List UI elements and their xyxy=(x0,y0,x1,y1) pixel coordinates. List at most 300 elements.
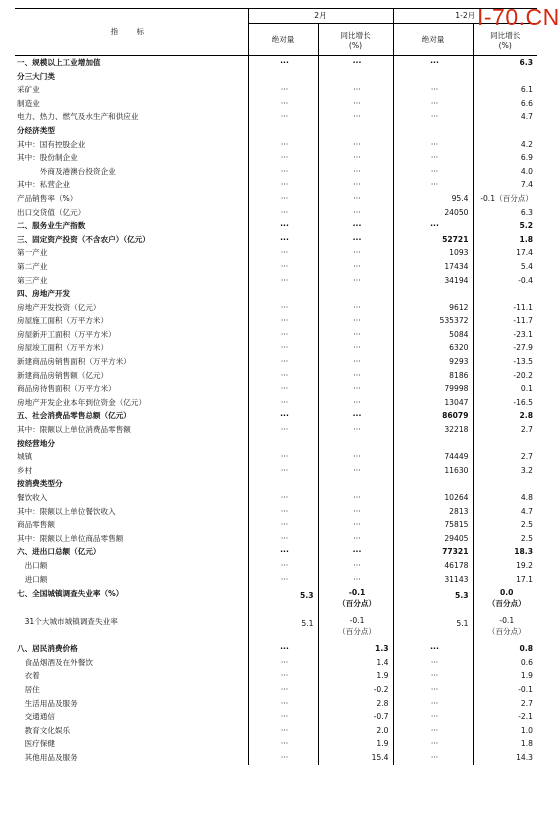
feb-absolute-value: ··· xyxy=(248,669,318,683)
row-label: 分三大门类 xyxy=(17,71,55,81)
row-label: 衣着 xyxy=(17,671,40,681)
feb-yoy-value: ··· xyxy=(318,165,393,179)
table-row xyxy=(15,287,537,301)
janfeb-absolute-value: 9612 xyxy=(393,301,473,315)
janfeb-absolute-value: 5084 xyxy=(393,328,473,342)
table-row xyxy=(15,423,537,437)
janfeb-yoy-value: 4.0 xyxy=(473,165,537,179)
feb-absolute-value: ··· xyxy=(248,260,318,274)
row-label: 电力、热力、燃气及水生产和供应业 xyxy=(17,112,139,122)
janfeb-yoy-value: -0.4 xyxy=(473,274,537,288)
feb-absolute-value: ··· xyxy=(248,56,318,70)
row-label: 按经营地分 xyxy=(17,438,55,448)
janfeb-yoy-value xyxy=(473,477,537,491)
janfeb-absolute-value: 95.4 xyxy=(393,192,473,206)
feb-yoy-value: ··· xyxy=(318,450,393,464)
janfeb-absolute-value: 17434 xyxy=(393,260,473,274)
feb-yoy-value: ··· xyxy=(318,559,393,573)
janfeb-yoy-value: 2.8 xyxy=(473,409,537,423)
feb-yoy-value: ··· xyxy=(318,464,393,478)
janfeb-yoy-value: 0.8 xyxy=(473,642,537,656)
janfeb-yoy-value: -20.2 xyxy=(473,369,537,383)
janfeb-absolute-value: 34194 xyxy=(393,274,473,288)
feb-absolute-value: ··· xyxy=(248,355,318,369)
feb-absolute-value: ··· xyxy=(248,151,318,165)
feb-absolute-value: ··· xyxy=(248,165,318,179)
table-row xyxy=(15,328,537,342)
table-row xyxy=(15,246,537,260)
table-header xyxy=(15,9,537,56)
feb-absolute-value: ··· xyxy=(248,642,318,656)
feb-absolute-value xyxy=(248,124,318,138)
table-row xyxy=(15,56,537,70)
feb-yoy-value: 1.9 xyxy=(318,737,393,751)
table-row xyxy=(15,697,537,711)
feb-group-header: 2月 xyxy=(248,9,393,24)
feb-absolute-value: ··· xyxy=(248,206,318,220)
row-label: 居住 xyxy=(17,684,40,694)
feb-absolute-value: ··· xyxy=(248,110,318,124)
feb-absolute-value: ··· xyxy=(248,505,318,519)
janfeb-yoy-value: 4.8 xyxy=(473,491,537,505)
feb-yoy-value: ··· xyxy=(318,110,393,124)
row-label: 外商及港澳台投资企业 xyxy=(17,166,116,176)
table-row xyxy=(15,355,537,369)
feb-absolute-value: ··· xyxy=(248,559,318,573)
feb-absolute-value: ··· xyxy=(248,369,318,383)
table-row xyxy=(15,518,537,532)
table-row xyxy=(15,683,537,697)
row-label: 制造业 xyxy=(17,98,40,108)
row-label: 第三产业 xyxy=(17,275,48,285)
row-label: 四、房地产开发 xyxy=(17,289,71,299)
feb-yoy-value: 1.4 xyxy=(318,656,393,670)
janfeb-absolute-value: ··· xyxy=(393,697,473,711)
row-label: 五、社会消费品零售总额（亿元） xyxy=(17,411,131,421)
feb-yoy-value: 1.3 xyxy=(318,642,393,656)
table-row xyxy=(15,110,537,124)
janfeb-yoy-value: 4.7 xyxy=(473,505,537,519)
table-row xyxy=(15,586,537,614)
feb-absolute-value: ··· xyxy=(248,396,318,410)
table-row xyxy=(15,737,537,751)
feb-yoy-value: ··· xyxy=(318,382,393,396)
row-label: 生活用品及服务 xyxy=(17,698,78,708)
janfeb-yoy-header: 同比增长 (%) xyxy=(473,24,537,56)
janfeb-absolute-value: 31143 xyxy=(393,573,473,587)
janfeb-absolute-value: 2813 xyxy=(393,505,473,519)
row-label: 新建商品房销售面积（万平方米） xyxy=(17,357,131,367)
janfeb-absolute-value: 32218 xyxy=(393,423,473,437)
table-row xyxy=(15,409,537,423)
janfeb-absolute-value: ··· xyxy=(393,710,473,724)
janfeb-absolute-value: 535372 xyxy=(393,314,473,328)
janfeb-yoy-value: 18.3 xyxy=(473,545,537,559)
janfeb-yoy-value: 1.8 xyxy=(473,737,537,751)
row-label: 房屋施工面积（万平方米） xyxy=(17,316,109,326)
feb-yoy-value xyxy=(318,287,393,301)
janfeb-yoy-value: 17.1 xyxy=(473,573,537,587)
row-label: 七、全国城镇调查失业率（%） xyxy=(17,589,124,599)
janfeb-absolute-value: 46178 xyxy=(393,559,473,573)
janfeb-yoy-value: 6.6 xyxy=(473,97,537,111)
janfeb-yoy-value: 5.4 xyxy=(473,260,537,274)
feb-absolute-value: ··· xyxy=(248,683,318,697)
row-label: 教育文化娱乐 xyxy=(17,725,71,735)
table-body xyxy=(15,56,537,765)
row-label: 食品烟酒及在外餐饮 xyxy=(17,657,93,667)
row-label: 乡村 xyxy=(17,465,33,475)
row-label: 第一产业 xyxy=(17,248,48,258)
feb-yoy-value: ··· xyxy=(318,301,393,315)
table-row xyxy=(15,437,537,451)
feb-absolute-value: ··· xyxy=(248,246,318,260)
table-row xyxy=(15,274,537,288)
janfeb-absolute-value xyxy=(393,124,473,138)
feb-abs-header: 绝对量 xyxy=(248,24,318,56)
indicator-header: 指 标 xyxy=(110,27,153,36)
janfeb-absolute-value: ··· xyxy=(393,683,473,697)
janfeb-absolute-value: 11630 xyxy=(393,464,473,478)
feb-yoy-value: ··· xyxy=(318,396,393,410)
site-watermark: I-70.CN xyxy=(477,4,560,30)
feb-absolute-value xyxy=(248,287,318,301)
table-row xyxy=(15,219,537,233)
janfeb-yoy-value: 4.7 xyxy=(473,110,537,124)
feb-yoy-value: ··· xyxy=(318,545,393,559)
feb-yoy-value: -0.7 xyxy=(318,710,393,724)
feb-yoy-value: ··· xyxy=(318,355,393,369)
feb-yoy-value: ··· xyxy=(318,314,393,328)
table-row xyxy=(15,477,537,491)
row-label: 其中：限额以上单位消费品零售额 xyxy=(17,425,131,435)
janfeb-absolute-value: 5.3 xyxy=(393,586,473,614)
feb-absolute-value: ··· xyxy=(248,737,318,751)
feb-absolute-value: ··· xyxy=(248,518,318,532)
janfeb-absolute-value: 74449 xyxy=(393,450,473,464)
janfeb-yoy-value: 0.0 （百分点） xyxy=(473,586,537,614)
janfeb-absolute-value: ··· xyxy=(393,178,473,192)
row-label: 其中：私营企业 xyxy=(17,180,71,190)
row-label: 商品房待售面积（万平方米） xyxy=(17,384,116,394)
feb-absolute-value: ··· xyxy=(248,178,318,192)
row-label: 房屋竣工面积（万平方米） xyxy=(17,343,109,353)
feb-absolute-value: ··· xyxy=(248,138,318,152)
feb-absolute-value: ··· xyxy=(248,491,318,505)
table-row xyxy=(15,724,537,738)
janfeb-yoy-value: -27.9 xyxy=(473,341,537,355)
row-label: 出口交货值（亿元） xyxy=(17,207,86,217)
janfeb-yoy-value: 2.7 xyxy=(473,697,537,711)
table-row xyxy=(15,165,537,179)
janfeb-yoy-value: 14.3 xyxy=(473,751,537,765)
table-row xyxy=(15,614,537,642)
row-label: 一、规模以上工业增加值 xyxy=(17,58,101,67)
row-label: 城镇 xyxy=(17,452,33,462)
feb-yoy-value: ··· xyxy=(318,341,393,355)
row-label: 商品零售额 xyxy=(17,520,55,530)
janfeb-yoy-value: -0.1（百分点） xyxy=(473,192,537,206)
feb-yoy-value: ··· xyxy=(318,97,393,111)
row-label: 交通通信 xyxy=(17,712,55,722)
table-row xyxy=(15,669,537,683)
janfeb-absolute-value: ··· xyxy=(393,656,473,670)
janfeb-yoy-value: 7.4 xyxy=(473,178,537,192)
feb-absolute-value: ··· xyxy=(248,545,318,559)
janfeb-yoy-value: -23.1 xyxy=(473,328,537,342)
feb-yoy-value: ··· xyxy=(318,151,393,165)
janfeb-yoy-value xyxy=(473,124,537,138)
feb-yoy-value: ··· xyxy=(318,192,393,206)
table-row xyxy=(15,70,537,84)
feb-yoy-value: 2.8 xyxy=(318,697,393,711)
feb-absolute-value: ··· xyxy=(248,573,318,587)
janfeb-yoy-value: 5.2 xyxy=(473,219,537,233)
janfeb-absolute-value: 79998 xyxy=(393,382,473,396)
row-label: 其中：限额以上单位餐饮收入 xyxy=(17,506,116,516)
janfeb-absolute-value: ··· xyxy=(393,83,473,97)
janfeb-yoy-value: 6.1 xyxy=(473,83,537,97)
janfeb-absolute-value: 86079 xyxy=(393,409,473,423)
janfeb-yoy-value: -0.1 xyxy=(473,683,537,697)
row-label: 其中：限额以上单位商品零售额 xyxy=(17,533,124,543)
feb-absolute-value: ··· xyxy=(248,219,318,233)
feb-yoy-value: -0.2 xyxy=(318,683,393,697)
feb-yoy-value: 15.4 xyxy=(318,751,393,765)
feb-yoy-value xyxy=(318,437,393,451)
row-label: 新建商品房销售额（亿元） xyxy=(17,370,109,380)
feb-absolute-value: ··· xyxy=(248,233,318,247)
feb-yoy-value: ··· xyxy=(318,491,393,505)
feb-absolute-value: ··· xyxy=(248,710,318,724)
table-row xyxy=(15,138,537,152)
row-label: 房地产开发企业本年到位资金（亿元） xyxy=(17,397,147,407)
janfeb-yoy-value: 1.0 xyxy=(473,724,537,738)
janfeb-yoy-value: 2.7 xyxy=(473,423,537,437)
feb-yoy-value: ··· xyxy=(318,83,393,97)
feb-absolute-value: 5.1 xyxy=(248,614,318,642)
table-row xyxy=(15,505,537,519)
feb-absolute-value: 5.3 xyxy=(248,586,318,614)
feb-absolute-value: ··· xyxy=(248,423,318,437)
feb-absolute-value xyxy=(248,477,318,491)
janfeb-yoy-value: -2.1 xyxy=(473,710,537,724)
feb-yoy-value: ··· xyxy=(318,573,393,587)
table-row xyxy=(15,710,537,724)
janfeb-absolute-value: 75815 xyxy=(393,518,473,532)
janfeb-absolute-value: ··· xyxy=(393,219,473,233)
table-row xyxy=(15,314,537,328)
feb-absolute-value: ··· xyxy=(248,532,318,546)
economic-indicators-table xyxy=(15,8,537,765)
janfeb-yoy-value: 3.2 xyxy=(473,464,537,478)
janfeb-absolute-value: 29405 xyxy=(393,532,473,546)
janfeb-yoy-value: 19.2 xyxy=(473,559,537,573)
row-label: 31个大城市城镇调查失业率 xyxy=(17,617,118,627)
row-label: 医疗保健 xyxy=(17,739,55,749)
table-row xyxy=(15,491,537,505)
feb-absolute-value xyxy=(248,437,318,451)
table-row xyxy=(15,559,537,573)
feb-yoy-value: 2.0 xyxy=(318,724,393,738)
row-label: 第二产业 xyxy=(17,261,48,271)
table-row xyxy=(15,751,537,765)
feb-yoy-value: ··· xyxy=(318,369,393,383)
row-label: 其中：国有控股企业 xyxy=(17,139,86,149)
janfeb-absolute-value: ··· xyxy=(393,138,473,152)
row-label: 按消费类型分 xyxy=(17,479,63,489)
table-row xyxy=(15,464,537,478)
row-label: 六、进出口总额（亿元） xyxy=(17,547,101,557)
feb-absolute-value: ··· xyxy=(248,409,318,423)
feb-absolute-value: ··· xyxy=(248,751,318,765)
feb-absolute-value: ··· xyxy=(248,328,318,342)
janfeb-yoy-value xyxy=(473,70,537,84)
janfeb-absolute-value xyxy=(393,70,473,84)
table-row xyxy=(15,151,537,165)
feb-yoy-value: -0.1 （百分点） xyxy=(318,586,393,614)
janfeb-absolute-value xyxy=(393,477,473,491)
janfeb-yoy-value: 1.9 xyxy=(473,669,537,683)
feb-absolute-value: ··· xyxy=(248,301,318,315)
row-label: 餐饮收入 xyxy=(17,493,48,502)
janfeb-absolute-value: ··· xyxy=(393,165,473,179)
feb-yoy-value: ··· xyxy=(318,206,393,220)
janfeb-absolute-value: 8186 xyxy=(393,369,473,383)
row-label: 采矿业 xyxy=(17,85,40,95)
table-row xyxy=(15,545,537,559)
table-row xyxy=(15,341,537,355)
janfeb-yoy-value: 17.4 xyxy=(473,246,537,260)
table-row xyxy=(15,83,537,97)
table-row xyxy=(15,573,537,587)
table-row xyxy=(15,382,537,396)
table-row xyxy=(15,642,537,656)
table-row xyxy=(15,97,537,111)
janfeb-absolute-value: 1093 xyxy=(393,246,473,260)
janfeb-yoy-value: 0.1 xyxy=(473,382,537,396)
feb-yoy-value xyxy=(318,477,393,491)
table-row xyxy=(15,396,537,410)
feb-absolute-value: ··· xyxy=(248,97,318,111)
row-label: 二、服务业生产指数 xyxy=(17,221,86,231)
janfeb-absolute-value: 6320 xyxy=(393,341,473,355)
feb-yoy-value: ··· xyxy=(318,505,393,519)
row-label: 八、居民消费价格 xyxy=(17,644,78,654)
janfeb-yoy-value: -11.7 xyxy=(473,314,537,328)
feb-yoy-value: ··· xyxy=(318,178,393,192)
janfeb-absolute-value: ··· xyxy=(393,56,473,70)
feb-yoy-value: ··· xyxy=(318,328,393,342)
janfeb-yoy-value: -16.5 xyxy=(473,396,537,410)
table-row xyxy=(15,206,537,220)
janfeb-absolute-value: 24050 xyxy=(393,206,473,220)
feb-yoy-value: ··· xyxy=(318,409,393,423)
row-label: 其中：股份制企业 xyxy=(17,153,78,163)
feb-absolute-value: ··· xyxy=(248,341,318,355)
feb-yoy-value: ··· xyxy=(318,260,393,274)
table-row xyxy=(15,178,537,192)
janfeb-absolute-value: 13047 xyxy=(393,396,473,410)
table-row xyxy=(15,656,537,670)
janfeb-absolute-value: 77321 xyxy=(393,545,473,559)
feb-absolute-value: ··· xyxy=(248,656,318,670)
janfeb-absolute-value: ··· xyxy=(393,724,473,738)
feb-absolute-value: ··· xyxy=(248,697,318,711)
feb-yoy-value: ··· xyxy=(318,56,393,70)
row-label: 产品销售率（%） xyxy=(17,193,78,203)
feb-absolute-value: ··· xyxy=(248,192,318,206)
feb-yoy-value xyxy=(318,124,393,138)
feb-absolute-value: ··· xyxy=(248,464,318,478)
feb-yoy-value: ··· xyxy=(318,233,393,247)
janfeb-absolute-value: ··· xyxy=(393,751,473,765)
row-label: 出口额 xyxy=(17,560,48,570)
janfeb-absolute-value: 5.1 xyxy=(393,614,473,642)
table-row xyxy=(15,233,537,247)
feb-yoy-value: ··· xyxy=(318,423,393,437)
janfeb-abs-header: 绝对量 xyxy=(393,24,473,56)
janfeb-yoy-value: 6.3 xyxy=(473,56,537,70)
feb-yoy-value: 1.9 xyxy=(318,669,393,683)
feb-yoy-header: 同比增长 (%) xyxy=(318,24,393,56)
janfeb-yoy-value xyxy=(473,437,537,451)
feb-absolute-value: ··· xyxy=(248,274,318,288)
janfeb-yoy-value xyxy=(473,287,537,301)
janfeb-absolute-value: ··· xyxy=(393,151,473,165)
janfeb-absolute-value xyxy=(393,287,473,301)
feb-yoy-value: -0.1 （百分点） xyxy=(318,614,393,642)
table-row xyxy=(15,260,537,274)
table-row xyxy=(15,450,537,464)
janfeb-yoy-value: -0.1 （百分点） xyxy=(473,614,537,642)
janfeb-absolute-value: 10264 xyxy=(393,491,473,505)
feb-absolute-value: ··· xyxy=(248,450,318,464)
feb-yoy-value: ··· xyxy=(318,246,393,260)
janfeb-absolute-value: ··· xyxy=(393,669,473,683)
janfeb-absolute-value: ··· xyxy=(393,97,473,111)
feb-absolute-value: ··· xyxy=(248,724,318,738)
row-label: 房地产开发投资（亿元） xyxy=(17,302,101,312)
row-label: 房屋新开工面积（万平方米） xyxy=(17,329,116,339)
feb-yoy-value: ··· xyxy=(318,518,393,532)
feb-yoy-value: ··· xyxy=(318,532,393,546)
janfeb-absolute-value: 9293 xyxy=(393,355,473,369)
row-label: 分经济类型 xyxy=(17,125,55,135)
table-row xyxy=(15,124,537,138)
feb-yoy-value xyxy=(318,70,393,84)
janfeb-absolute-value xyxy=(393,437,473,451)
table-row xyxy=(15,532,537,546)
row-label: 其他用品及服务 xyxy=(17,752,78,762)
janfeb-yoy-value: 6.3 xyxy=(473,206,537,220)
janfeb-yoy-value: 4.2 xyxy=(473,138,537,152)
janfeb-yoy-value: 2.5 xyxy=(473,532,537,546)
janfeb-yoy-value: 2.5 xyxy=(473,518,537,532)
janfeb-absolute-value: ··· xyxy=(393,110,473,124)
table-row xyxy=(15,192,537,206)
feb-yoy-value: ··· xyxy=(318,219,393,233)
feb-yoy-value: ··· xyxy=(318,274,393,288)
janfeb-yoy-value: 0.6 xyxy=(473,656,537,670)
janfeb-absolute-value: ··· xyxy=(393,642,473,656)
table-row xyxy=(15,301,537,315)
feb-yoy-value: ··· xyxy=(318,138,393,152)
janfeb-yoy-value: 1.8 xyxy=(473,233,537,247)
feb-absolute-value: ··· xyxy=(248,83,318,97)
janfeb-absolute-value: ··· xyxy=(393,737,473,751)
row-label: 进口额 xyxy=(17,574,48,584)
